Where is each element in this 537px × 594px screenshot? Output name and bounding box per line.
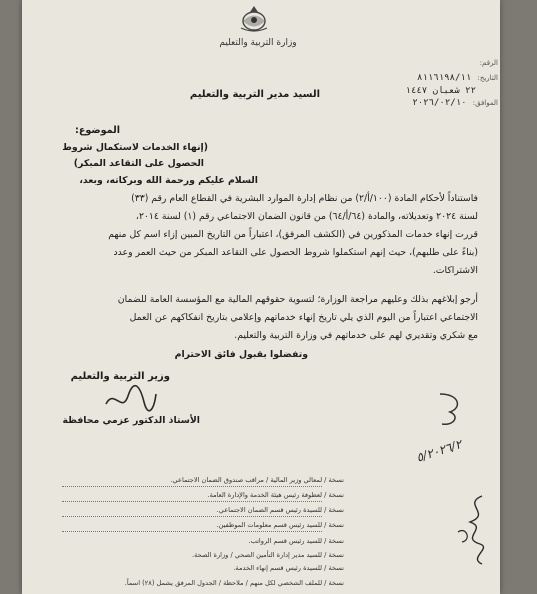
paragraph-1-line-3: قررت إنهاء خدمات المذكورين في (الكشف المرفق)، اعتباراً من التاريخ المبين إزاء اسم كل منهم [108,229,478,240]
subject-label: الموضوع: [74,125,120,136]
due-label: الموافق: [472,99,498,107]
cc-item-5: نسخة / للسيد رئيس قسم الرواتب. [248,537,344,545]
ref-row [352,58,498,68]
paragraph-1-line-1: فاستناداً لأحكام المادة (١٠٠/أ/٢) من نظام إدارة الموارد البشرية في القطاع العام رقم (٣٣) [131,193,478,204]
handwritten-date: ٥/٢٠٢٦/٢ [414,437,464,465]
cc-item-4: نسخة / للسيد رئيس قسم معلومات الموظفين. [216,521,344,529]
cc-divider [62,516,322,517]
signature-title: وزير التربية والتعليم [70,371,170,382]
cc-item-8: نسخة / للملف الشخصي لكل منهم / ملاحظة / الجدول المرفق يشمل (٢٨) اسماً. [124,579,344,587]
date-label: التاريخ: [477,74,498,82]
paragraph-2-line-3: مع شكري وتقديري لهم على خدماتهم في وزارة التربية والتعليم. [234,330,478,341]
letter-page [22,0,500,594]
cc-item-7: نسخة / للسيدة رئيس قسم إنهاء الخدمة. [233,564,344,572]
state-emblem-icon [237,4,271,34]
date-row [352,73,498,83]
greeting: السلام عليكم ورحمة الله وبركاته، وبعد، [79,175,258,186]
cc-item-6: نسخة / للسيد مدير إدارة التأمين الصحي / وزارة الصحة. [191,551,344,559]
subject-line-2: الحصول على التقاعد المبكر) [73,158,204,169]
date-value: ٨١١٦١٩٨/١١ [417,73,472,83]
closing: وتفضلوا بقبول فائق الاحترام [174,349,308,360]
signature-scribble-icon [100,384,160,416]
paragraph-2-line-1: أرجو إبلاغهم بذلك وعليهم مراجعة الوزارة؛ لتسوية حقوقهم المالية مع المؤسسة العامة للضمان [117,294,478,305]
cc-divider [62,501,322,502]
cc-item-1: نسخة / لمعالي وزير المالية / مراقب صندوق الضمان الاجتماعي. [170,476,344,484]
signature-name: الأستاذ الدكتور عزمي محافظة [62,415,200,426]
cc-divider [62,531,322,532]
handwritten-scribble-icon [452,492,498,568]
scan-background-left [0,0,22,594]
handwritten-mark-icon [430,388,470,428]
ministry-name: وزارة التربية والتعليم [219,38,297,48]
gregorian-row [352,98,498,108]
hijri-row [352,86,498,96]
cc-item-3: نسخة / للسيدة رئيس قسم الضمان الاجتماعي. [216,506,344,514]
cc-divider [62,486,322,487]
paragraph-1-line-2: لسنة ٢٠٢٤ وتعديلاته، والمادة (٦٤/أ/٦٤) من قانون الضمان الاجتماعي رقم (١) لسنة ٢٠١٤، [135,211,478,222]
paragraph-1-line-4: (بناءً على طلبهم)، حيث إنهم استكملوا شروط الحصول على التقاعد المبكر من حيث العمر وعدد [113,247,478,258]
scan-background-right [500,0,537,594]
ref-label: الرقم: [479,59,498,67]
subject-line-1: (إنهاء الخدمات لاستكمال شروط [62,142,208,153]
addressee: السيد مدير التربية والتعليم [189,89,320,100]
cc-item-2: نسخة / لعطوفة رئيس هيئة الخدمة والإدارة العامة. [207,491,344,499]
hijri-date: ٢٢ شعبان ١٤٤٧ [405,86,476,96]
gregorian-date: ٢٠٢٦/٠٢/١٠ [412,98,467,108]
paragraph-1-line-5: الاشتراكات. [432,265,478,276]
paragraph-2-line-2: الاجتماعي اعتباراً من اليوم الذي يلي تاريخ إنهاء خدماتهم وإعلامي بتاريخ انفكاكهم عن العمل [129,312,478,323]
